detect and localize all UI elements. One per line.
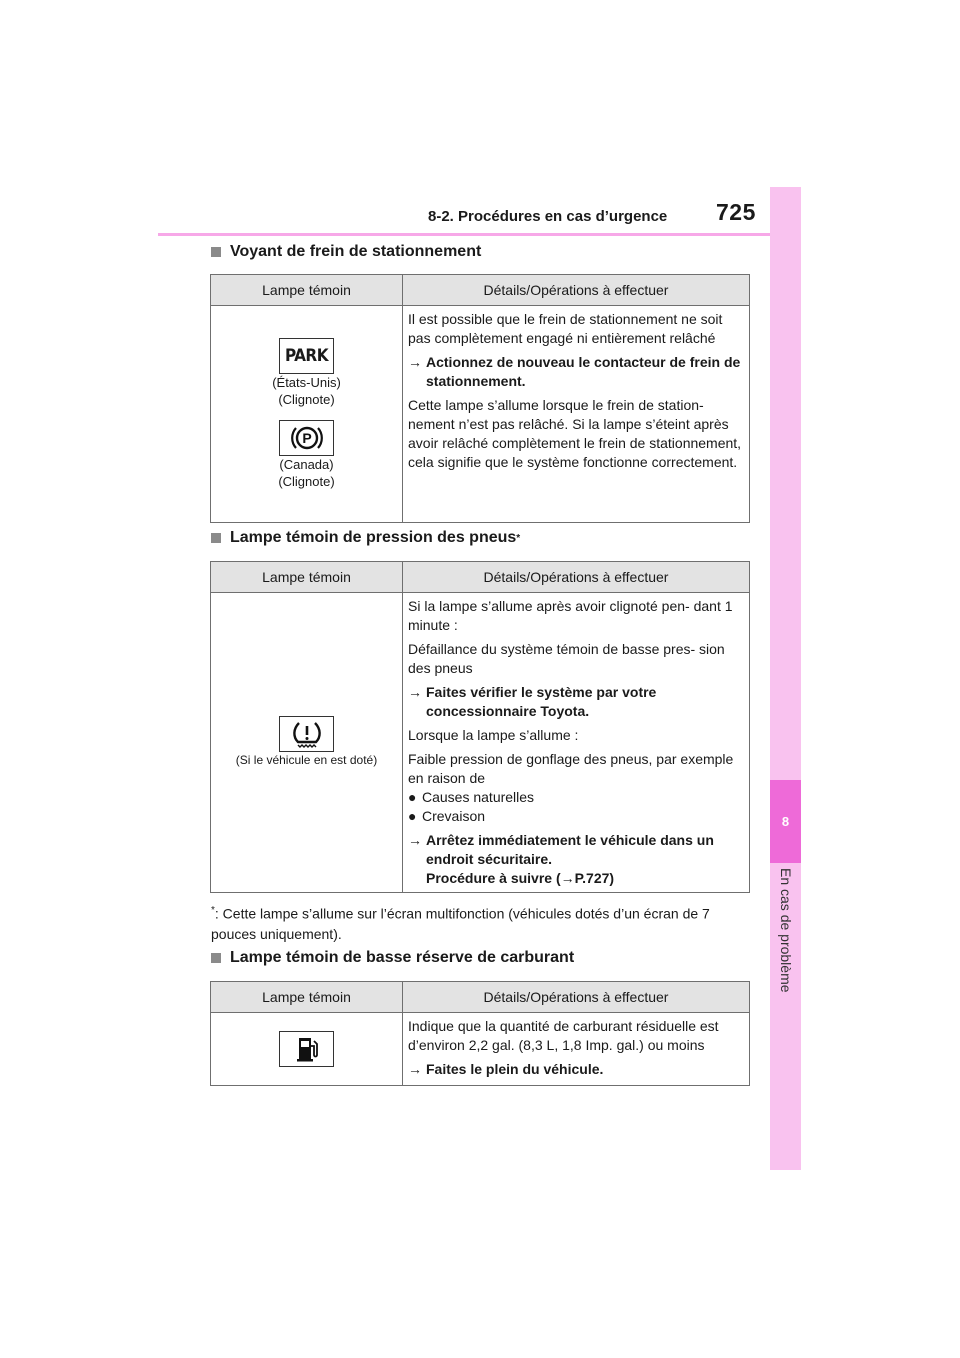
tire-pressure-table [210, 561, 750, 893]
details-cell [403, 306, 750, 523]
bullet-text: Causes naturelles [422, 789, 535, 805]
lamp-caption: (Clignote) [278, 392, 335, 407]
list-item [408, 807, 745, 826]
lamp-caption: (Si le véhicule en est doté) [235, 753, 378, 767]
col-lamp: Lampe témoin [211, 562, 403, 593]
footnote-mark: * [516, 532, 521, 544]
section-heading-tire-pressure [211, 529, 520, 547]
list-item [408, 788, 745, 807]
col-details: Détails/Opérations à effectuer [403, 982, 750, 1013]
action-text: Actionnez de nouveau le contacteur de frein de stationnement. [426, 354, 741, 389]
arrow-icon: → [408, 684, 422, 700]
footnote-text: : Cette lampe s’allume sur l’écran multifonction (véhicules dotés d’un écran de 7 pouces uniquement). [211, 905, 710, 942]
lamp-caption: (Canada) [279, 457, 334, 472]
detail-text: Lorsque la lampe s’allume : [408, 727, 579, 743]
chapter-label [776, 868, 796, 1028]
col-lamp: Lampe témoin [211, 275, 403, 306]
col-lamp: Lampe témoin [211, 982, 403, 1013]
fuel-pump-icon [279, 1031, 334, 1067]
lamp-caption: (États-Unis) [272, 375, 341, 390]
action-text: Arrêtez immédiatement le véhicule dans un endroit sécuritaire. [426, 832, 714, 867]
detail-text: Cette lampe s’allume lorsque le frein de station- nement n’est pas relâché. Si la lampe s’éteint après avoir relâché complètement le frein de stationnement, cela signifie que le système fonctionne correctement. [408, 397, 742, 470]
parking-brake-p-icon [279, 420, 334, 456]
table-header-row [211, 562, 750, 593]
col-details: Détails/Opérations à effectuer [403, 275, 750, 306]
parking-brake-table [210, 274, 750, 523]
detail-text: Indique que la quantité de carburant résiduelle est d’environ 2,2 gal. (8,3 L, 1,8 Imp. gal.) ou moins [408, 1018, 719, 1053]
footnote [211, 901, 751, 944]
action-text: Faites vérifier le système par votre concessionnaire Toyota. [426, 684, 657, 719]
chapter-title: En cas de problème [778, 868, 794, 993]
chapter-number: 8 [770, 780, 801, 863]
details-cell [403, 1013, 750, 1086]
park-icon-text: PARK [284, 345, 329, 366]
section-title: 8-2. Procédures en cas d’urgence [428, 208, 668, 225]
table-row [211, 593, 750, 893]
square-bullet-icon [211, 247, 221, 257]
arrow-icon: → [560, 870, 575, 886]
action-line [408, 831, 745, 888]
footnote-mark: * [211, 905, 215, 916]
details-cell [403, 593, 750, 893]
header-rule [158, 233, 770, 236]
heading-text: Voyant de frein de stationnement [230, 243, 482, 260]
page-reference-link[interactable]: P.727) [574, 870, 615, 886]
action-line [408, 683, 745, 721]
arrow-icon: → [408, 832, 422, 848]
page-number: 725 [716, 199, 756, 225]
table-header-row [211, 275, 750, 306]
lamp-cell [211, 306, 403, 523]
svg-text:P: P [301, 430, 312, 446]
section-heading-low-fuel [211, 949, 574, 967]
detail-text: Faible pression de gonflage des pneus, par exemple en raison de [408, 751, 734, 786]
low-fuel-table [210, 981, 750, 1086]
table-row [211, 306, 750, 523]
arrow-icon: → [408, 1061, 422, 1077]
section-heading-parking-brake [211, 243, 481, 261]
action-line [408, 353, 745, 391]
square-bullet-icon [211, 533, 221, 543]
square-bullet-icon [211, 953, 221, 963]
col-details: Détails/Opérations à effectuer [403, 562, 750, 593]
detail-text: Il est possible que le frein de stationnement ne soit pas complètement engagé ni entièrement relâché [408, 311, 723, 346]
table-row [211, 1013, 750, 1086]
lamp-cell [211, 593, 403, 893]
detail-text: Si la lampe s’allume après avoir clignoté pen- dant 1 minute : [408, 598, 733, 633]
detail-text: Défaillance du système témoin de basse pres- sion des pneus [408, 641, 725, 676]
lamp-cell [211, 1013, 403, 1086]
bullet-text: Crevaison [422, 808, 486, 824]
tire-pressure-icon [279, 716, 334, 752]
arrow-icon: → [408, 354, 422, 370]
action-line [408, 1060, 745, 1079]
table-header-row [211, 982, 750, 1013]
heading-text: Lampe témoin de pression des pneus [230, 529, 517, 546]
action-text: Faites le plein du véhicule. [426, 1061, 604, 1077]
bullet-icon: ● [408, 789, 417, 805]
bullet-icon: ● [408, 808, 417, 824]
procedure-text: Procédure à suivre ( [426, 870, 561, 886]
lamp-caption: (Clignote) [278, 474, 335, 489]
heading-text: Lampe témoin de basse réserve de carburant [230, 949, 575, 966]
park-icon [279, 338, 334, 374]
